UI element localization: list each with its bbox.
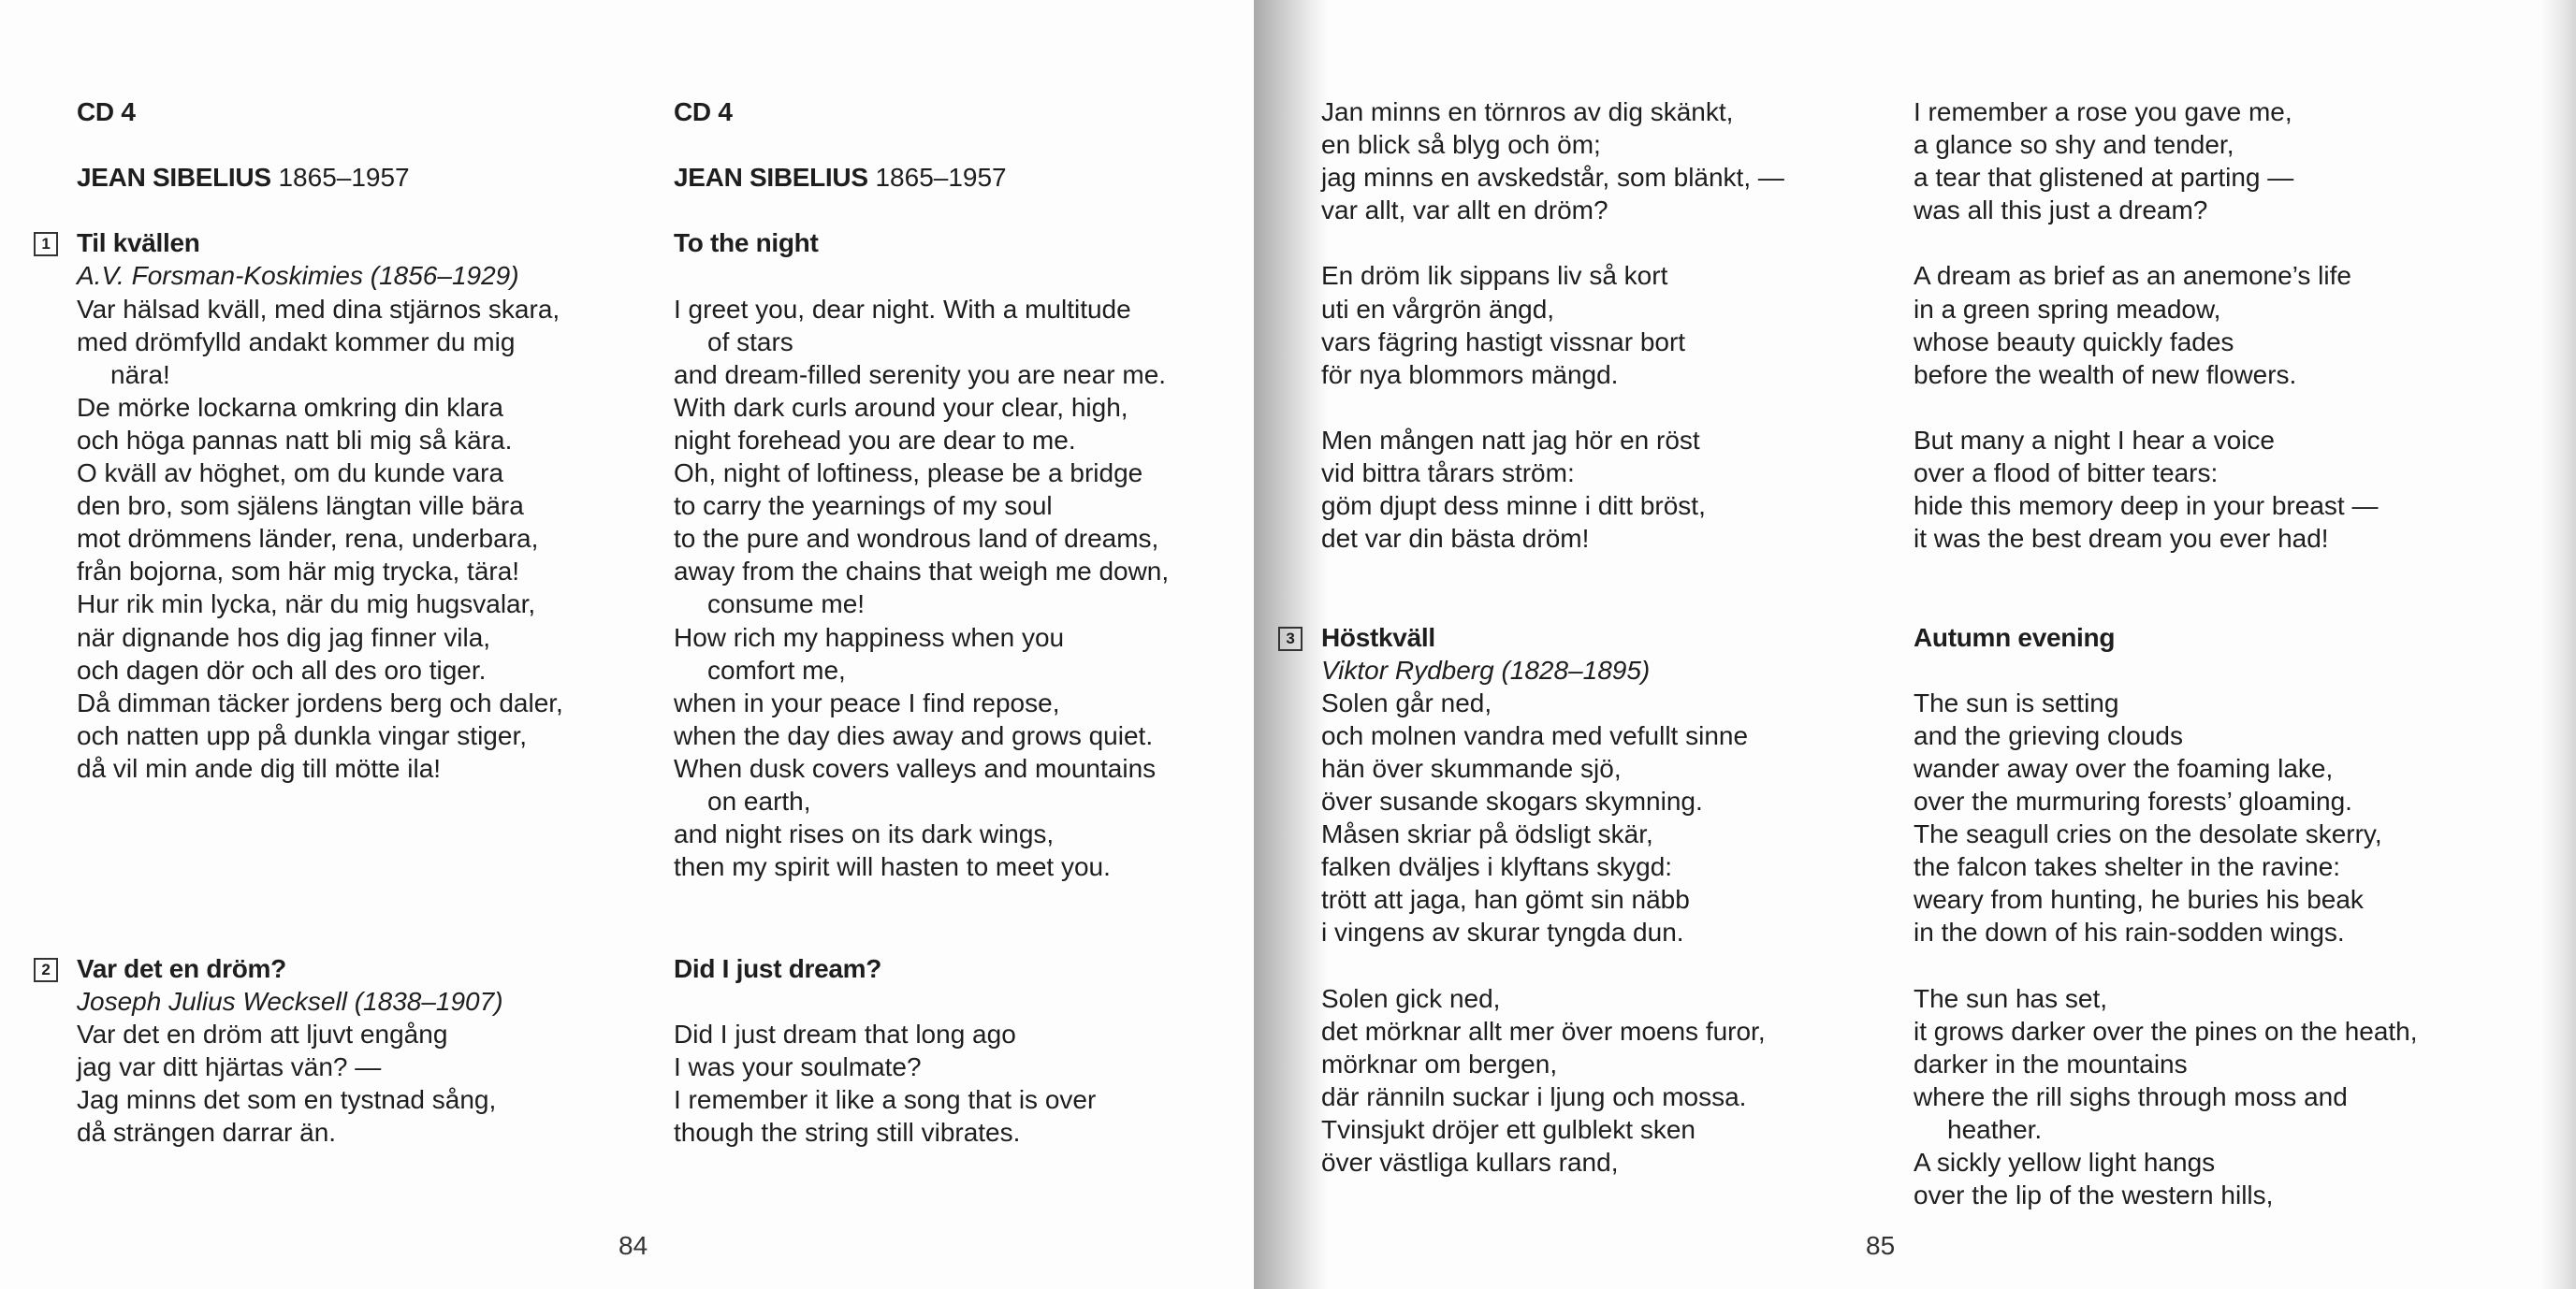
verse-line <box>77 752 563 785</box>
blank-line <box>1914 654 2418 687</box>
line-text: night forehead you are dear to me. <box>674 425 1076 455</box>
poet-credit <box>77 985 503 1018</box>
verse-line <box>77 1018 503 1050</box>
line-text: I greet you, dear night. With a multitude <box>674 294 1131 324</box>
line-text: and dream-filled serenity you are near me. <box>674 359 1167 389</box>
line-text: och dagen dör och all des oro tiger. <box>77 655 487 685</box>
line-text: it grows darker over the pines on the heath, <box>1914 1016 2418 1046</box>
verse-line <box>1321 883 1784 916</box>
verse-line <box>1914 1179 2418 1211</box>
line-text: det mörknar allt mer över moens furor, <box>1321 1016 1766 1046</box>
verse-line <box>1914 982 2418 1015</box>
line-text: I remember it like a song that is over <box>674 1085 1097 1115</box>
line-text: when the day dies away and grows quiet. <box>674 720 1154 750</box>
verse-line <box>1321 1113 1784 1146</box>
verse-line <box>674 293 1169 326</box>
line-text: a glance so shy and tender, <box>1914 130 2234 160</box>
line-text: Oh, night of loftiness, please be a bridge <box>674 458 1143 488</box>
line-text: The seagull cries on the desolate skerry, <box>1914 819 2382 849</box>
verse-line-continuation <box>674 587 1169 620</box>
line-text: darker in the mountains <box>1914 1049 2188 1079</box>
line-text: uti en vårgrön ängd, <box>1321 294 1555 324</box>
verse-line <box>1914 456 2418 489</box>
line-text: den bro, som själens längtan ville bära <box>77 491 524 521</box>
verse-line <box>1914 818 2418 850</box>
blank-line <box>1914 587 2418 620</box>
line-text: over a flood of bitter tears: <box>1914 458 2219 488</box>
line-text: wander away over the foaming lake, <box>1914 753 2334 783</box>
line-text: Höstkväll <box>1321 622 1435 652</box>
line-text: mörknar om bergen, <box>1321 1049 1558 1079</box>
line-text: comfort me, <box>707 655 846 685</box>
line-text: With dark curls around your clear, high, <box>674 392 1128 422</box>
line-text: och molnen vandra med vefullt sinne <box>1321 720 1749 750</box>
text-block <box>41 95 563 785</box>
verse-line <box>1914 719 2418 752</box>
verse-line <box>1321 1080 1784 1113</box>
line-text: och höga pannas natt bli mig så kära. <box>77 425 513 455</box>
line-text: Jag minns det som en tystnad sång, <box>77 1085 497 1115</box>
line-text: när dignande hos dig jag finner vila, <box>77 622 491 652</box>
section-heading <box>674 226 1169 259</box>
verse-line <box>1321 916 1784 949</box>
line-text: and the grieving clouds <box>1914 720 2183 750</box>
line-text: Jan minns en törnros av dig skänkt, <box>1321 97 1734 126</box>
line-text: mot drömmens länder, rena, underbara, <box>77 524 539 554</box>
verse-line <box>77 1050 503 1083</box>
verse-line <box>1914 850 2418 883</box>
line-text: det var din bästa dröm! <box>1321 524 1590 554</box>
verse-line <box>77 587 563 620</box>
line-text: vars fägring hastigt vissnar bort <box>1321 326 1686 356</box>
verse-line <box>1321 1146 1784 1179</box>
verse-line <box>674 1083 1096 1116</box>
line-text: Joseph Julius Wecksell (1838–1907) <box>77 987 503 1017</box>
blank-line <box>1321 949 1784 981</box>
verse-line <box>1321 1015 1784 1048</box>
line-text: Var hälsad kväll, med dina stjärnos skara, <box>77 294 560 324</box>
line-text: CD 4 <box>77 97 136 126</box>
line-text: The sun has set, <box>1914 983 2108 1013</box>
verse-line <box>1321 424 1784 456</box>
line-text: över susande skogars skymning. <box>1321 786 1703 816</box>
blank-line <box>674 259 1169 292</box>
line-text: för nya blommors mängd. <box>1321 359 1619 389</box>
text-block <box>1286 95 1784 1179</box>
line-text: Var det en dröm? <box>77 954 286 983</box>
line-text: a tear that glistened at parting — <box>1914 163 2294 193</box>
line-text: i vingens av skurar tyngda dun. <box>1321 918 1684 948</box>
verse-line <box>674 391 1169 424</box>
line-text: falken dväljes i klyftans skygd: <box>1321 852 1673 882</box>
line-text: in a green spring meadow, <box>1914 294 2221 324</box>
line-text: heather. <box>1947 1114 2043 1144</box>
line-text: och natten upp på dunkla vingar stiger, <box>77 720 528 750</box>
line-text: jag minns en avskedstår, som blänkt, — <box>1321 163 1784 193</box>
blank-line <box>674 128 1169 161</box>
composer-name: JEAN SIBELIUS <box>77 163 271 193</box>
section-heading <box>674 952 1096 985</box>
composer-dates: 1865–1957 <box>270 163 410 193</box>
line-text: från bojorna, som här mig trycka, tära! <box>77 557 520 587</box>
verse-line <box>1321 818 1784 850</box>
line-text: whose beauty quickly fades <box>1914 326 2234 356</box>
line-text: Tvinsjukt dröjer ett gulblekt sken <box>1321 1114 1696 1144</box>
line-text: A sickly yellow light hangs <box>1914 1148 2216 1177</box>
line-text: the falcon takes shelter in the ravine: <box>1914 852 2341 882</box>
poet-credit <box>77 259 563 292</box>
line-text: CD 4 <box>674 97 733 126</box>
line-text: The sun is setting <box>1914 688 2119 717</box>
line-text: How rich my happiness when you <box>674 622 1065 652</box>
verse-line <box>1914 293 2418 326</box>
line-text: Var det en dröm att ljuvt engång <box>77 1020 448 1050</box>
verse-line <box>1321 719 1784 752</box>
blank-line <box>77 128 563 161</box>
line-text: Solen gick ned, <box>1321 983 1501 1013</box>
blank-line <box>1914 391 2418 424</box>
track-number-box: 3 <box>1278 627 1303 651</box>
line-text: då strängen darrar än. <box>77 1118 337 1148</box>
verse-line <box>77 719 563 752</box>
line-text: En dröm lik sippans liv så kort <box>1321 261 1668 291</box>
line-text: it was the best dream you ever had! <box>1914 524 2329 554</box>
line-text: on earth, <box>707 786 811 816</box>
verse-line <box>1914 1015 2418 1048</box>
verse-line <box>77 326 563 358</box>
line-text: Men mången natt jag hör en röst <box>1321 425 1700 455</box>
page-number-left: 84 <box>619 1231 648 1260</box>
verse-line <box>674 1018 1096 1050</box>
verse-line <box>77 456 563 489</box>
blank-line <box>77 194 563 226</box>
verse-line <box>1914 259 2418 292</box>
verse-line-continuation <box>674 785 1169 818</box>
line-text: vid bittra tårars ström: <box>1321 458 1575 488</box>
line-text: De mörke lockarna omkring din klara <box>77 392 503 422</box>
line-text: över västliga kullars rand, <box>1321 1148 1619 1177</box>
verse-line <box>674 850 1169 883</box>
line-text: away from the chains that weigh me down, <box>674 557 1170 587</box>
line-text: though the string still vibrates. <box>674 1118 1021 1148</box>
line-text: When dusk covers valleys and mountains <box>674 753 1157 783</box>
line-text: I was your soulmate? <box>674 1052 922 1082</box>
verse-line <box>77 293 563 326</box>
line-text: Hur rik min lycka, när du mig hugsvalar, <box>77 589 536 619</box>
verse-line <box>1321 326 1784 358</box>
section-heading <box>41 952 503 985</box>
line-text: when in your peace I find repose, <box>674 688 1060 717</box>
verse-line <box>1321 752 1784 785</box>
verse-line <box>674 621 1169 654</box>
line-text: trött att jaga, han gömt sin näbb <box>1321 885 1690 915</box>
blank-line <box>1914 555 2418 587</box>
line-text: where the rill sighs through moss and <box>1914 1081 2348 1111</box>
verse-line <box>1321 194 1784 226</box>
verse-line <box>1321 293 1784 326</box>
blank-line <box>1321 555 1784 587</box>
track-number-box: 2 <box>34 958 58 982</box>
line-text: Solen går ned, <box>1321 688 1492 717</box>
line-text: med drömfylld andakt kommer du mig <box>77 326 516 356</box>
line-text: To the night <box>674 228 819 258</box>
verse-line <box>1321 522 1784 555</box>
line-text: var allt, var allt en dröm? <box>1321 196 1608 225</box>
verse-line <box>1914 424 2418 456</box>
verse-line <box>1321 128 1784 161</box>
line-text: då vil min ande dig till mötte ila! <box>77 753 442 783</box>
line-text: over the murmuring forests’ gloaming. <box>1914 786 2352 816</box>
verse-line <box>1914 1146 2418 1179</box>
line-text: Autumn evening <box>1914 622 2116 652</box>
page-number-right: 85 <box>1866 1231 1896 1260</box>
line-text: was all this just a dream? <box>1914 196 2208 225</box>
verse-line <box>1914 128 2418 161</box>
verse-line <box>1321 259 1784 292</box>
line-text: Viktor Rydberg (1828–1895) <box>1321 655 1651 685</box>
verse-line <box>1914 326 2418 358</box>
line-text: before the wealth of new flowers. <box>1914 359 2297 389</box>
composer-heading <box>674 161 1169 194</box>
line-text: där ränniln suckar i ljung och mossa. <box>1321 1081 1747 1111</box>
verse-line <box>1321 456 1784 489</box>
verse-line <box>77 555 563 587</box>
verse-line-continuation <box>1914 1113 2418 1146</box>
section-heading <box>41 226 563 259</box>
blank-line <box>674 194 1169 226</box>
track-number-box: 1 <box>34 232 58 256</box>
line-text: Då dimman täcker jordens berg och daler, <box>77 688 563 717</box>
line-text: of stars <box>707 326 793 356</box>
verse-line <box>1914 161 2418 194</box>
line-text: over the lip of the western hills, <box>1914 1180 2274 1210</box>
verse-line <box>1321 95 1784 128</box>
verse-line <box>1914 752 2418 785</box>
verse-line <box>674 489 1169 522</box>
verse-line <box>674 424 1169 456</box>
verse-line <box>674 456 1169 489</box>
verse-line <box>1914 1048 2418 1080</box>
line-text: and night rises on its dark wings, <box>674 819 1055 849</box>
line-text: jag var ditt hjärtas vän? — <box>77 1052 382 1082</box>
line-text: then my spirit will hasten to meet you. <box>674 852 1111 882</box>
line-text: Did I just dream? <box>674 954 882 983</box>
verse-line-continuation <box>674 654 1169 687</box>
section-heading <box>674 95 1169 128</box>
line-text: Did I just dream that long ago <box>674 1020 1016 1050</box>
text-block <box>674 952 1096 1150</box>
verse-line <box>674 358 1169 391</box>
line-text: I remember a rose you gave me, <box>1914 97 2292 126</box>
verse-line <box>1321 161 1784 194</box>
verse-line <box>1914 194 2418 226</box>
page-edge-shadow <box>2540 0 2576 1289</box>
line-text: göm djupt dess minne i ditt bröst, <box>1321 491 1706 521</box>
verse-line <box>1914 95 2418 128</box>
text-block <box>1914 95 2418 1211</box>
verse-line <box>1914 489 2418 522</box>
verse-line <box>77 391 563 424</box>
verse-line <box>77 1116 503 1149</box>
line-text: to the pure and wondrous land of dreams, <box>674 524 1159 554</box>
line-text: weary from hunting, he buries his beak <box>1914 885 2364 915</box>
poet-credit <box>1321 654 1784 687</box>
section-heading <box>1914 621 2418 654</box>
verse-line <box>1321 1048 1784 1080</box>
verse-line <box>674 1050 1096 1083</box>
verse-line <box>1321 687 1784 719</box>
verse-line <box>1914 1080 2418 1113</box>
blank-line <box>1914 226 2418 259</box>
verse-line <box>77 424 563 456</box>
composer-heading <box>77 161 563 194</box>
line-text: But many a night I hear a voice <box>1914 425 2275 455</box>
verse-line <box>77 522 563 555</box>
verse-line <box>1914 687 2418 719</box>
verse-line <box>77 687 563 719</box>
line-text: A dream as brief as an anemone’s life <box>1914 261 2351 291</box>
line-text: O kväll av höghet, om du kunde vara <box>77 458 504 488</box>
verse-line <box>1321 358 1784 391</box>
verse-line <box>1321 785 1784 818</box>
line-text: en blick så blyg och öm; <box>1321 130 1601 160</box>
verse-line <box>77 1083 503 1116</box>
verse-line <box>674 818 1169 850</box>
verse-line <box>674 522 1169 555</box>
blank-line <box>1321 587 1784 620</box>
blank-line <box>674 985 1096 1018</box>
verse-line-continuation <box>674 326 1169 358</box>
blank-line <box>1321 391 1784 424</box>
line-text: in the down of his rain-sodden wings. <box>1914 918 2345 948</box>
verse-line <box>1321 982 1784 1015</box>
verse-line <box>674 555 1169 587</box>
verse-line <box>1914 522 2418 555</box>
line-text: Til kvällen <box>77 228 200 258</box>
composer-dates: 1865–1957 <box>867 163 1007 193</box>
line-text: hide this memory deep in your breast — <box>1914 491 2379 521</box>
text-block <box>41 952 503 1150</box>
line-text: Måsen skriar på ödsligt skär, <box>1321 819 1653 849</box>
line-text: to carry the yearnings of my soul <box>674 491 1053 521</box>
verse-line <box>1914 358 2418 391</box>
blank-line <box>1321 226 1784 259</box>
verse-line <box>674 687 1169 719</box>
verse-line <box>1321 850 1784 883</box>
verse-line-continuation <box>77 358 563 391</box>
verse-line <box>674 719 1169 752</box>
blank-line <box>1914 949 2418 981</box>
section-heading <box>77 95 563 128</box>
verse-line <box>1914 785 2418 818</box>
verse-line <box>77 489 563 522</box>
line-text: hän över skummande sjö, <box>1321 753 1622 783</box>
line-text: A.V. Forsman-Koskimies (1856–1929) <box>77 261 519 291</box>
verse-line <box>674 1116 1096 1149</box>
verse-line <box>77 654 563 687</box>
composer-name: JEAN SIBELIUS <box>674 163 868 193</box>
verse-line <box>674 752 1169 785</box>
verse-line <box>77 621 563 654</box>
verse-line <box>1321 489 1784 522</box>
line-text: consume me! <box>707 589 866 619</box>
verse-line <box>1914 916 2418 949</box>
line-text: nära! <box>110 359 170 389</box>
text-block <box>674 95 1169 883</box>
verse-line <box>1914 883 2418 916</box>
section-heading <box>1286 621 1784 654</box>
